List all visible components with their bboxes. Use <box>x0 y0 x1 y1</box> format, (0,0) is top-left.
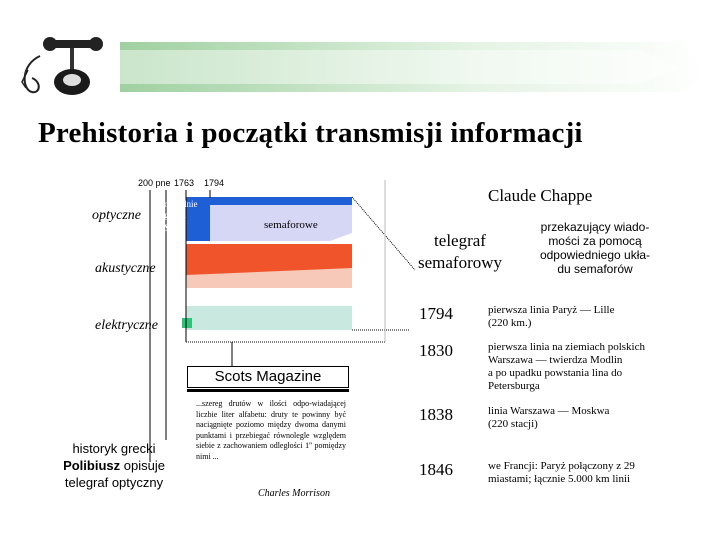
historian-name: Polibiusz <box>63 458 121 473</box>
tick-label-1763: 1763 <box>174 178 195 188</box>
scots-magazine-header: Scots Magazine <box>187 366 349 388</box>
electric-band <box>186 306 352 330</box>
semaphore-label: semaforowe <box>264 219 318 231</box>
device-name <box>410 230 510 274</box>
event-line: (220 stacji) <box>488 418 538 430</box>
chappe-name: Claude Chappe <box>488 186 593 205</box>
tick-label-1794: 1794 <box>204 178 225 188</box>
event-line: linia Warszawa — Moskwa <box>488 405 610 417</box>
event-line: pierwsza linia na ziemiach polskich <box>488 341 645 353</box>
historian-note <box>58 440 170 491</box>
event-year: 1830 <box>419 341 453 360</box>
event-description <box>488 304 663 330</box>
event-line: (220 km.) <box>488 317 532 329</box>
historian-line2: opisuje <box>120 458 165 473</box>
event-description <box>488 405 663 431</box>
category-electric: elektryczne <box>95 318 158 333</box>
event-line: miastami; łącznie 5.000 km linii <box>488 473 631 485</box>
optical-note-line: pochodnie <box>160 199 198 209</box>
device-description <box>530 220 660 276</box>
event-line: a po upadku powstania lina do <box>488 367 623 379</box>
optical-band-top <box>186 197 352 205</box>
event-line: Warszawa — twierdza Modlin <box>488 354 623 366</box>
event-description <box>488 341 663 393</box>
tick-label-200pne: 200 pne <box>138 178 171 188</box>
device-line: telegraf <box>434 231 486 250</box>
optical-note-line: dym <box>160 221 177 231</box>
historian-line3: telegraf optyczny <box>64 475 164 490</box>
page-title: Prehistoria i początki transmisji informacji <box>38 117 583 149</box>
event-year: 1794 <box>419 304 453 323</box>
scots-quote: ...szereg drutów w ilości odpo-wiadającej liczbie liter alfabetu: druty te powinny być naciągnięte poziomo między dwoma danymi punktami i przebiegać równolegle względem siebie z zachowaniem odległości 1'' pomiędzy nimi ... <box>196 399 346 461</box>
optical-note-line: ognisla <box>160 210 186 220</box>
quote-author: Charles Morrison <box>258 488 330 499</box>
historian-line1: historyk grecki <box>72 441 156 456</box>
category-acoustic: akustyczne <box>95 261 156 276</box>
electric-marker <box>182 318 192 328</box>
category-optical: optyczne <box>92 208 141 223</box>
event-year: 1846 <box>419 460 453 479</box>
event-line: pierwsza linia Paryż — Lille <box>488 304 615 316</box>
scots-divider <box>187 389 349 392</box>
desc-line: mości za pomocą <box>548 234 642 248</box>
optical-note <box>160 199 198 232</box>
event-year: 1838 <box>419 405 453 424</box>
desc-line: przekazujący wiado- <box>540 220 650 234</box>
device-line: semaforowy <box>417 253 503 272</box>
desc-line: du semaforów <box>557 262 633 276</box>
event-line: we Francji: Paryż połączony z 29 <box>488 460 635 472</box>
event-description <box>488 460 663 486</box>
event-line: Petersburga <box>488 380 540 392</box>
desc-line: odpowiedniego ukła- <box>539 248 651 262</box>
